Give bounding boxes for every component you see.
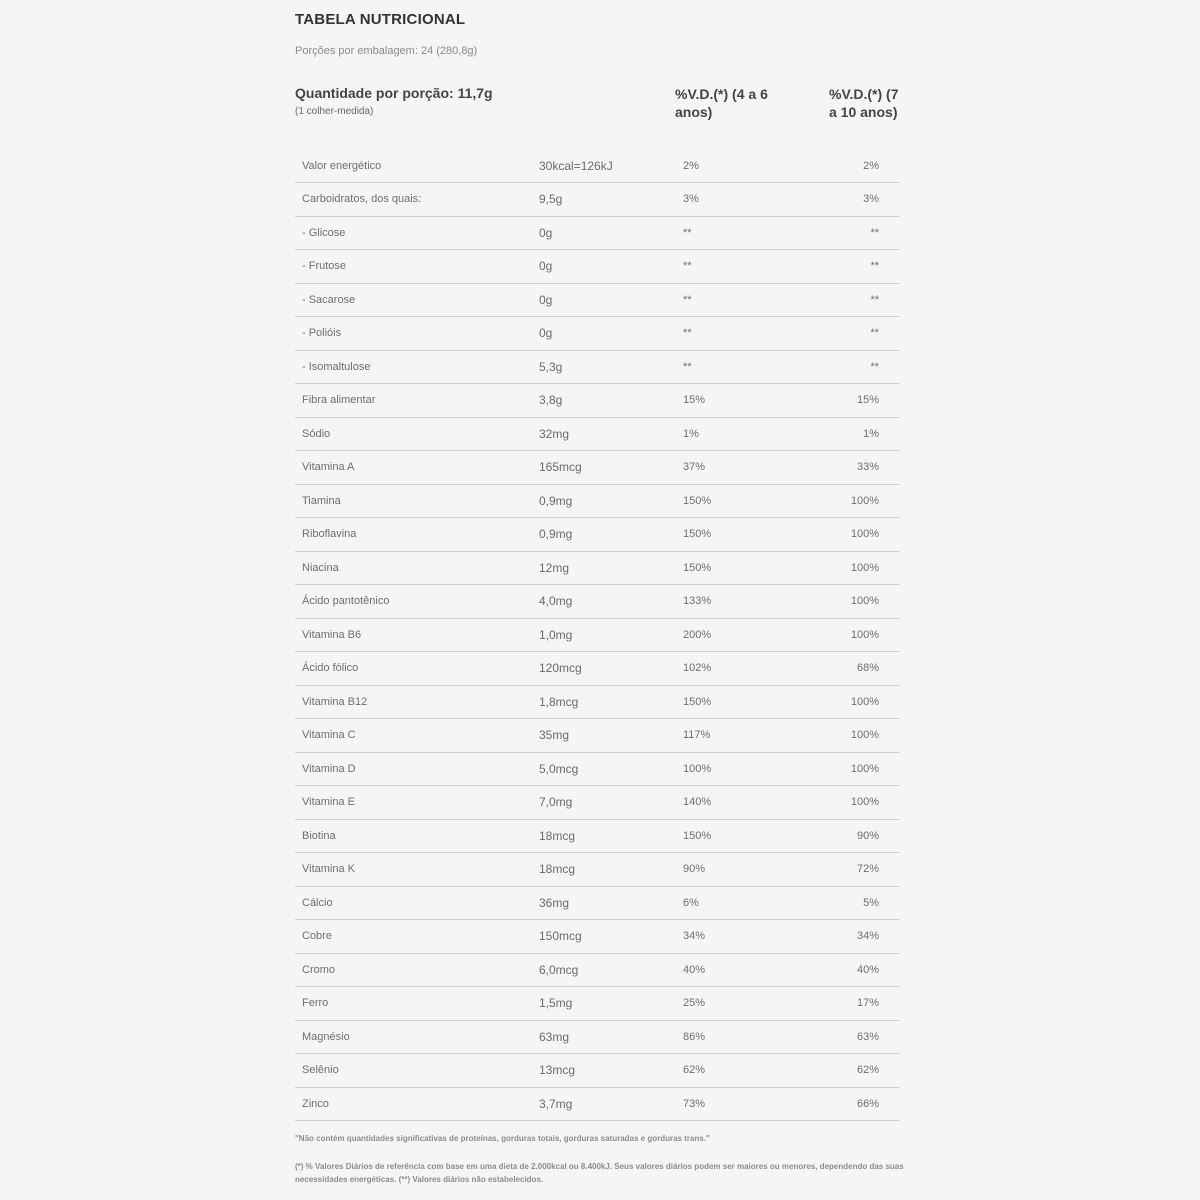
nutrient-dv-7-10: 100% — [850, 762, 879, 775]
nutrient-dv-4-6: 100% — [683, 762, 712, 775]
nutrient-dv-7-10: 5% — [863, 896, 879, 909]
nutrient-name: Vitamina D — [302, 762, 356, 775]
nutrient-name: Vitamina E — [302, 796, 355, 808]
nutrient-dv-7-10: 100% — [850, 796, 879, 808]
nutrient-dv-4-6: ** — [683, 360, 692, 373]
table-row — [295, 719, 900, 753]
nutrient-amount: 3,8g — [539, 393, 563, 407]
nutrient-dv-7-10: 100% — [850, 729, 879, 741]
nutrient-amount: 36mg — [539, 895, 570, 910]
table-row — [295, 920, 900, 954]
nutrient-dv-4-6: 34% — [683, 930, 706, 942]
nutrient-dv-7-10: 100% — [850, 561, 879, 574]
nutrient-dv-4-6: 150% — [683, 695, 712, 708]
nutrient-dv-4-6: 40% — [683, 963, 706, 976]
nutrient-amount: 4,0mg — [539, 594, 573, 608]
nutrient-dv-7-10: 100% — [850, 628, 879, 641]
nutrient-dv-4-6: 25% — [683, 997, 706, 1009]
table-row — [295, 652, 900, 686]
table-row — [295, 954, 900, 988]
nutrient-dv-4-6: ** — [683, 327, 692, 339]
nutrient-dv-7-10: ** — [870, 360, 879, 373]
serving-size-subheader: (1 colher-medida) — [295, 106, 374, 117]
nutrient-dv-7-10: 2% — [863, 159, 879, 172]
nutrient-dv-7-10: ** — [870, 260, 879, 272]
nutrient-amount: 120mcg — [539, 661, 582, 675]
nutrient-dv-4-6: 86% — [683, 1030, 706, 1043]
nutrient-dv-4-6: 2% — [683, 159, 699, 172]
nutrient-dv-4-6: 140% — [683, 796, 712, 808]
nutrient-name: - Glicose — [302, 226, 346, 239]
table-row — [295, 384, 900, 418]
nutrient-dv-4-6: ** — [683, 293, 692, 306]
nutrient-amount: 30kcal=126kJ — [539, 158, 613, 173]
nutrient-dv-4-6: 200% — [683, 628, 712, 641]
table-row — [295, 786, 900, 820]
nutrient-amount: 165mcg — [539, 460, 582, 474]
table-row — [295, 183, 900, 217]
nutrient-name: Tiamina — [302, 494, 341, 507]
nutrient-dv-7-10: ** — [870, 293, 879, 306]
nutrient-amount: 18mcg — [539, 828, 576, 843]
nutrient-dv-7-10: 72% — [856, 863, 879, 875]
nutrient-amount: 150mcg — [539, 929, 582, 943]
dv-header-7-10: %V.D.(*) (7 a 10 anos) — [829, 86, 899, 120]
table-row — [295, 150, 900, 184]
nutrient-dv-7-10: ** — [870, 226, 879, 239]
table-row — [295, 485, 900, 519]
nutrient-amount: 1,5mg — [539, 996, 573, 1010]
nutrient-name: Vitamina C — [302, 729, 356, 741]
nutrient-dv-4-6: 150% — [683, 528, 712, 540]
nutrient-amount: 1,0mg — [539, 627, 573, 642]
nutrient-amount: 0g — [539, 225, 553, 240]
nutrient-dv-4-6: 133% — [683, 595, 712, 607]
nutrient-amount: 5,0mcg — [539, 761, 579, 776]
nutrient-name: Zinco — [302, 1097, 329, 1110]
table-row — [295, 585, 900, 619]
nutrient-name: Vitamina K — [302, 863, 355, 875]
nutrient-name: - Isomaltulose — [302, 360, 371, 373]
nutrient-name: Vitamina B12 — [302, 695, 368, 708]
dv-header-4-6: %V.D.(*) (4 a 6 anos) — [675, 86, 768, 120]
nutrient-dv-7-10: 62% — [856, 1064, 879, 1076]
nutrient-name: Ferro — [302, 997, 329, 1009]
nutrient-dv-4-6: 150% — [683, 494, 712, 507]
nutrient-name: Vitamina B6 — [302, 628, 362, 641]
nutrient-dv-7-10: 100% — [850, 494, 879, 507]
nutrient-name: Cálcio — [302, 896, 333, 909]
nutrient-amount: 32mg — [539, 426, 570, 441]
table-row — [295, 418, 900, 452]
nutrient-dv-7-10: 100% — [850, 695, 879, 708]
nutrient-dv-4-6: ** — [683, 226, 692, 239]
nutrient-dv-4-6: 15% — [683, 394, 706, 406]
nutrient-dv-4-6: 6% — [683, 896, 699, 909]
nutrient-dv-4-6: 3% — [683, 193, 699, 205]
footnote-no-significant: "Não contém quantidades significativas de proteínas, gorduras totais, gorduras saturadas e gorduras trans." — [295, 1134, 710, 1143]
nutrient-name: - Polióis — [302, 327, 342, 339]
nutrient-name: Carboidratos, dos quais: — [302, 193, 422, 205]
nutrient-dv-7-10: 34% — [856, 930, 879, 942]
nutrient-amount: 0g — [539, 292, 553, 307]
nutrient-name: Selênio — [302, 1064, 339, 1076]
nutrient-name: Cromo — [302, 963, 336, 976]
nutrient-amount: 13mcg — [539, 1063, 576, 1077]
nutrient-dv-7-10: 63% — [856, 1030, 879, 1043]
nutrient-name: Sódio — [302, 427, 331, 440]
nutrient-dv-4-6: 62% — [683, 1064, 706, 1076]
table-row — [295, 753, 900, 787]
nutrient-name: Valor energético — [302, 159, 382, 172]
nutrient-name: Biotina — [302, 829, 336, 842]
nutrient-amount: 3,7mg — [539, 1096, 573, 1111]
nutrient-amount: 0g — [539, 259, 553, 273]
nutrient-name: Niacina — [302, 561, 339, 574]
nutrient-dv-7-10: ** — [870, 327, 879, 339]
nutrient-amount: 63mg — [539, 1029, 570, 1044]
nutrient-name: - Sacarose — [302, 293, 356, 306]
table-row — [295, 1088, 900, 1122]
table-row — [295, 619, 900, 653]
nutrient-dv-4-6: 150% — [683, 561, 712, 574]
footnote-daily-values: (*) % Valores Diários de referência com base em uma dieta de 2.000kcal ou 8.400kJ. Seus valores diários podem ser maiores ou menores, dependendo das suas necessidades energéticas. (**) Valores diários não estabelecidos. — [295, 1162, 904, 1184]
serving-size-header: Quantidade por porção: 11,7g — [295, 85, 493, 101]
table-row — [295, 518, 900, 552]
nutrient-dv-4-6: 117% — [683, 729, 711, 741]
nutrient-dv-7-10: 3% — [863, 193, 879, 205]
nutrient-name: Cobre — [302, 930, 332, 942]
nutrient-name: Fibra alimentar — [302, 394, 376, 406]
nutrient-dv-4-6: 90% — [683, 863, 706, 875]
nutrient-amount: 0,9mg — [539, 493, 573, 508]
nutrient-amount: 0,9mg — [539, 527, 573, 541]
nutrient-dv-7-10: 1% — [863, 427, 879, 440]
table-row — [295, 887, 900, 921]
table-row — [295, 987, 900, 1021]
nutrient-amount: 1,8mcg — [539, 694, 579, 709]
nutrient-dv-7-10: 17% — [856, 997, 879, 1009]
table-row — [295, 284, 900, 318]
nutrient-dv-4-6: 150% — [683, 829, 712, 842]
nutrient-dv-7-10: 15% — [856, 394, 879, 406]
nutrient-dv-4-6: ** — [683, 260, 692, 272]
nutrient-amount: 5,3g — [539, 359, 563, 374]
table-row — [295, 552, 900, 586]
table-row — [295, 217, 900, 251]
nutrient-dv-7-10: 100% — [850, 528, 879, 540]
nutrient-amount: 12mg — [539, 560, 570, 575]
nutrient-dv-4-6: 1% — [683, 427, 699, 440]
nutrient-dv-7-10: 100% — [850, 595, 879, 607]
nutrient-dv-7-10: 90% — [856, 829, 879, 842]
nutrient-dv-7-10: 40% — [856, 963, 879, 976]
nutrient-amount: 35mg — [539, 728, 570, 742]
table-row — [295, 317, 900, 351]
nutrition-table — [295, 150, 900, 1122]
nutrient-dv-4-6: 37% — [683, 461, 706, 473]
table-row — [295, 250, 900, 284]
table-row — [295, 1054, 900, 1088]
nutrient-amount: 0g — [539, 326, 553, 340]
nutrient-dv-7-10: 33% — [856, 461, 879, 473]
table-row — [295, 686, 900, 720]
table-row — [295, 820, 900, 854]
nutrient-name: Ácido fólico — [302, 662, 359, 674]
nutrient-amount: 9,5g — [539, 192, 563, 206]
table-row — [295, 351, 900, 385]
nutrient-name: Magnésio — [302, 1030, 350, 1043]
nutrient-name: Riboflavina — [302, 528, 357, 540]
table-row — [295, 1021, 900, 1055]
nutrient-dv-4-6: 102% — [683, 662, 712, 674]
table-row — [295, 853, 900, 887]
page-title: TABELA NUTRICIONAL — [295, 11, 466, 28]
nutrient-dv-7-10: 66% — [856, 1097, 879, 1110]
servings-per-package: Porções por embalagem: 24 (280,8g) — [295, 45, 478, 57]
nutrient-dv-7-10: 68% — [856, 662, 879, 674]
nutrient-name: - Frutose — [302, 260, 347, 272]
nutrient-amount: 18mcg — [539, 862, 576, 876]
nutrient-dv-4-6: 73% — [683, 1097, 706, 1110]
nutrient-amount: 6,0mcg — [539, 962, 579, 977]
nutrient-amount: 7,0mg — [539, 795, 573, 809]
nutrient-name: Ácido pantotênico — [302, 595, 390, 607]
nutrient-name: Vitamina A — [302, 461, 355, 473]
table-row — [295, 451, 900, 485]
